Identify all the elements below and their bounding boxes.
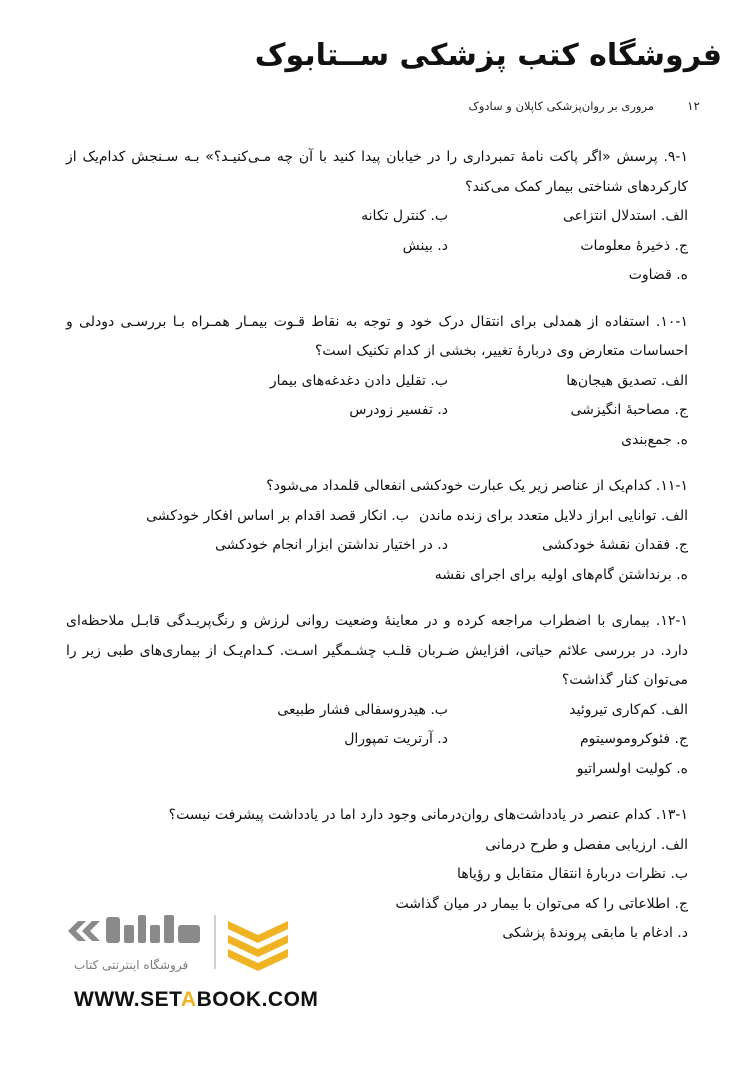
option-d: د. آرتریت تمپورال — [344, 731, 448, 747]
url-highlight: A — [180, 988, 197, 1011]
option-b: ب. هیدروسفالی فشار طبیعی — [277, 701, 448, 718]
option-c: ج. مصاحبهٔ انگیزشی — [570, 402, 688, 418]
option-d: د. ادغام با مابقی پروندهٔ پزشکی — [502, 925, 688, 941]
option-c: ج. ذخیرهٔ معلومات — [580, 237, 688, 254]
question-1-9 — [66, 143, 688, 291]
site-banner: فروشگاه کتب پزشکی ســتابوک — [254, 38, 722, 73]
option-e: ه. کولیت اولسراتیو — [576, 760, 688, 777]
option-e: ه. جمع‌بندی — [621, 431, 688, 448]
question-stem: ۱۲-۱. بیماری با اضطراب مراجعه کرده و در معاینهٔ وضعیت روانی لرزش و رنگ‌پریـدگی قابـل ملاحظه‌ای دارد. در بررسی علائم حیاتی، افزایش ضـربان قلـب چشـمگیر اسـت. کـدام‌یـک از بیماری‌های طبی زیر را می‌توان کنار گذاشت؟ — [66, 613, 688, 688]
option-e: ه. قضاوت — [628, 267, 688, 283]
option-d: د. تفسیر زودرس — [349, 402, 448, 418]
questions — [66, 143, 688, 966]
question-stem: ۹-۱. پرسش «اگر پاکت نامهٔ تمبرداری را در خیابان پیدا کنید با آن چه مـی‌کنیـد؟» بـه سـنجش کدام‌یک از کارکردهای شناختی بیمار کمک می‌کند؟ — [66, 149, 688, 195]
option-a: الف. کم‌کاری تیروئید — [569, 701, 688, 718]
option-c: ج. اطلاعاتی را که می‌توان با بیمار در میان گذاشت — [395, 895, 688, 912]
option-b: ب. تقلیل دادن دغدغه‌های بیمار — [269, 372, 448, 389]
question-1-10 — [66, 308, 688, 456]
option-e: ه. برنداشتن گام‌های اولیه برای اجرای نقشه — [434, 566, 688, 583]
url-part: WWW.SET — [74, 988, 181, 1011]
option-b: ب. نظرات دربارهٔ انتقال متقابل و رؤیاها — [457, 866, 688, 882]
option-c: ج. فقدان نقشهٔ خودکشی — [541, 537, 688, 553]
book-title: مروری بر روان‌پزشکی کاپلان و سادوک — [468, 99, 654, 113]
question-stem: ۱۱-۱. کدام‌یک از عناصر زیر یک عبارت خودکشی انفعالی قلمداد می‌شود؟ — [266, 478, 688, 494]
question-stem: ۱۳-۱. کدام عنصر در یادداشت‌های روان‌درمانی وجود دارد اما در یادداشت پیشرفت نیست؟ — [168, 807, 688, 823]
option-a: الف. تصدیق هیجان‌ها — [566, 372, 688, 389]
setabook-logo-icon — [62, 905, 302, 985]
page-number: ۱۲ — [687, 99, 700, 113]
option-d: د. بینش — [402, 237, 448, 254]
logo-tagline: فروشگاه اینترنتی کتاب — [74, 958, 189, 972]
setabook-logo — [62, 905, 302, 985]
website-url — [74, 988, 318, 1012]
option-b: ب. کنترل تکانه — [361, 208, 448, 224]
question-stem: ۱۰-۱. استفاده از همدلی برای انتقال درک خود و توجه به نقاط قـوت بیمـار همـراه بـا بررسـی دودلی و احساسات متعارض وی دربارهٔ تغییر، بخشی از کدام تکنیک است؟ — [66, 313, 688, 359]
question-1-11 — [66, 472, 688, 590]
question-1-12 — [66, 607, 688, 784]
url-part: BOOK.COM — [196, 988, 319, 1011]
running-head — [40, 99, 700, 113]
option-a: الف. استدلال انتزاعی — [563, 208, 688, 224]
option-b: ب. انکار قصد اقدام بر اساس افکار خودکشی — [146, 507, 409, 524]
option-a: الف. توانایی ابراز دلایل متعدد برای زنده ماندن — [418, 507, 688, 524]
option-d: د. در اختیار نداشتن ابزار انجام خودکشی — [214, 537, 448, 553]
option-a: الف. ارزیابی مفصل و طرح درمانی — [485, 836, 688, 853]
option-c: ج. فئوکروموسیتوم — [579, 731, 688, 747]
